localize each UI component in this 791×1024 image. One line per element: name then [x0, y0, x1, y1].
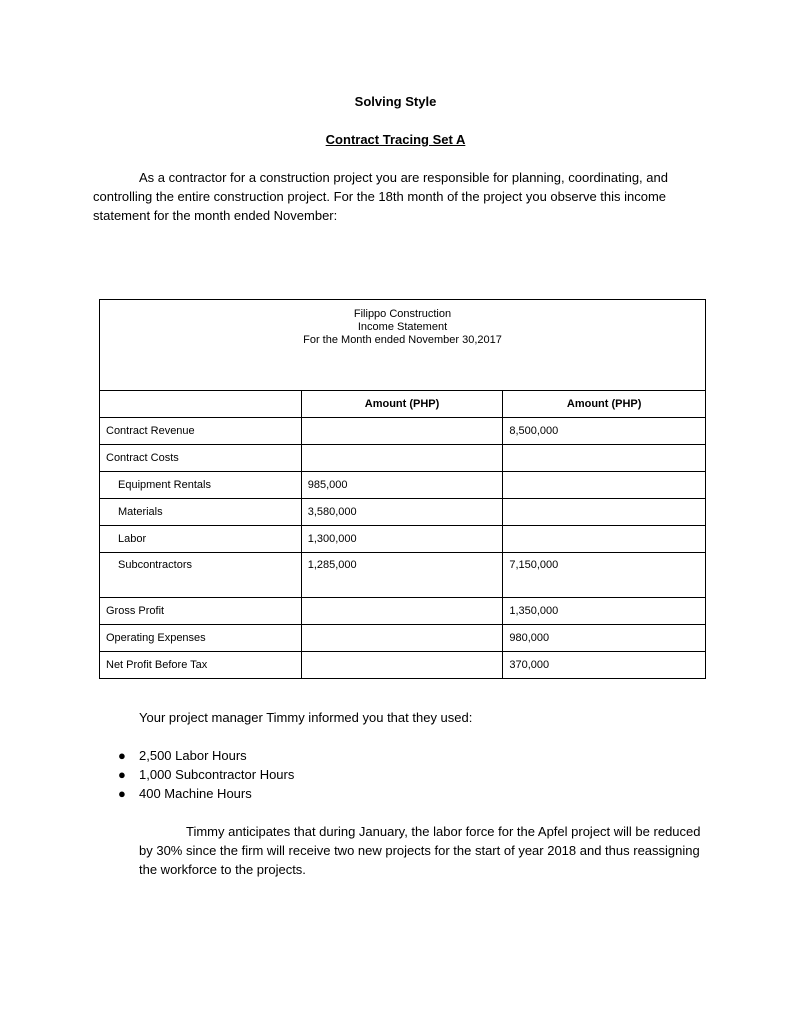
income-statement-table — [99, 299, 706, 679]
intro-text: As a contractor for a construction project you are responsible for planning, coordinating, and controlling the entire construction project. For the 18th month of the project you observe this income statement for the month ended November: — [93, 170, 668, 223]
amount-cell — [301, 652, 503, 679]
column-header — [100, 391, 302, 418]
row-label: Labor — [100, 526, 302, 553]
amount-cell — [503, 526, 706, 553]
amount-cell: 370,000 — [503, 652, 706, 679]
table-row — [100, 418, 706, 445]
row-label: Materials — [100, 499, 302, 526]
amount-cell: 3,580,000 — [301, 499, 503, 526]
hours-list — [118, 746, 294, 803]
statement-title-cell — [100, 300, 706, 391]
table-row — [100, 499, 706, 526]
list-item — [118, 746, 294, 765]
statement-company: Filippo Construction — [353, 308, 452, 320]
column-header: Amount (PHP) — [503, 391, 706, 418]
column-header-row — [100, 391, 706, 418]
page-title: Solving Style — [354, 94, 437, 109]
amount-cell: 8,500,000 — [503, 418, 706, 445]
row-label: Net Profit Before Tax — [100, 652, 302, 679]
row-label: Contract Costs — [100, 445, 302, 472]
closing-text: Timmy anticipates that during January, the labor force for the Apfel project will be reduced by 30% since the firm will receive two new projects for the start of year 2018 and thus reassigning the workforce to the projects. — [139, 824, 701, 877]
list-item-text: 1,000 Subcontractor Hours — [139, 767, 295, 782]
statement-title-row — [100, 300, 706, 391]
list-item — [118, 784, 294, 803]
amount-cell — [503, 445, 706, 472]
amount-cell — [503, 499, 706, 526]
row-label: Contract Revenue — [100, 418, 302, 445]
table-row — [100, 526, 706, 553]
table-row — [100, 652, 706, 679]
bullet-icon: ● — [118, 786, 126, 801]
amount-cell — [301, 625, 503, 652]
table-row — [100, 445, 706, 472]
intro-paragraph — [93, 168, 703, 225]
bullet-icon: ● — [118, 767, 126, 782]
amount-cell: 1,300,000 — [301, 526, 503, 553]
amount-cell: 1,350,000 — [503, 598, 706, 625]
row-label: Operating Expenses — [100, 625, 302, 652]
amount-cell — [301, 598, 503, 625]
list-item — [118, 765, 294, 784]
amount-cell: 980,000 — [503, 625, 706, 652]
bullet-icon: ● — [118, 748, 126, 763]
table-row — [100, 625, 706, 652]
amount-cell — [503, 472, 706, 499]
table-row — [100, 472, 706, 499]
row-label: Equipment Rentals — [100, 472, 302, 499]
amount-cell — [301, 445, 503, 472]
amount-cell: 985,000 — [301, 472, 503, 499]
amount-cell — [301, 418, 503, 445]
table-row — [100, 598, 706, 625]
manager-note: Your project manager Timmy informed you that they used: — [139, 710, 473, 725]
closing-paragraph — [139, 822, 709, 879]
list-item-text: 2,500 Labor Hours — [139, 748, 247, 763]
amount-cell: 7,150,000 — [503, 553, 706, 598]
column-header: Amount (PHP) — [301, 391, 503, 418]
row-label: Gross Profit — [100, 598, 302, 625]
statement-period: For the Month ended November 30,2017 — [303, 334, 502, 346]
statement-name: Income Statement — [357, 321, 448, 333]
row-label: Subcontractors — [100, 553, 302, 598]
list-item-text: 400 Machine Hours — [139, 786, 252, 801]
amount-cell: 1,285,000 — [301, 553, 503, 598]
page-subtitle: Contract Tracing Set A — [325, 132, 466, 147]
table-row — [100, 553, 706, 598]
